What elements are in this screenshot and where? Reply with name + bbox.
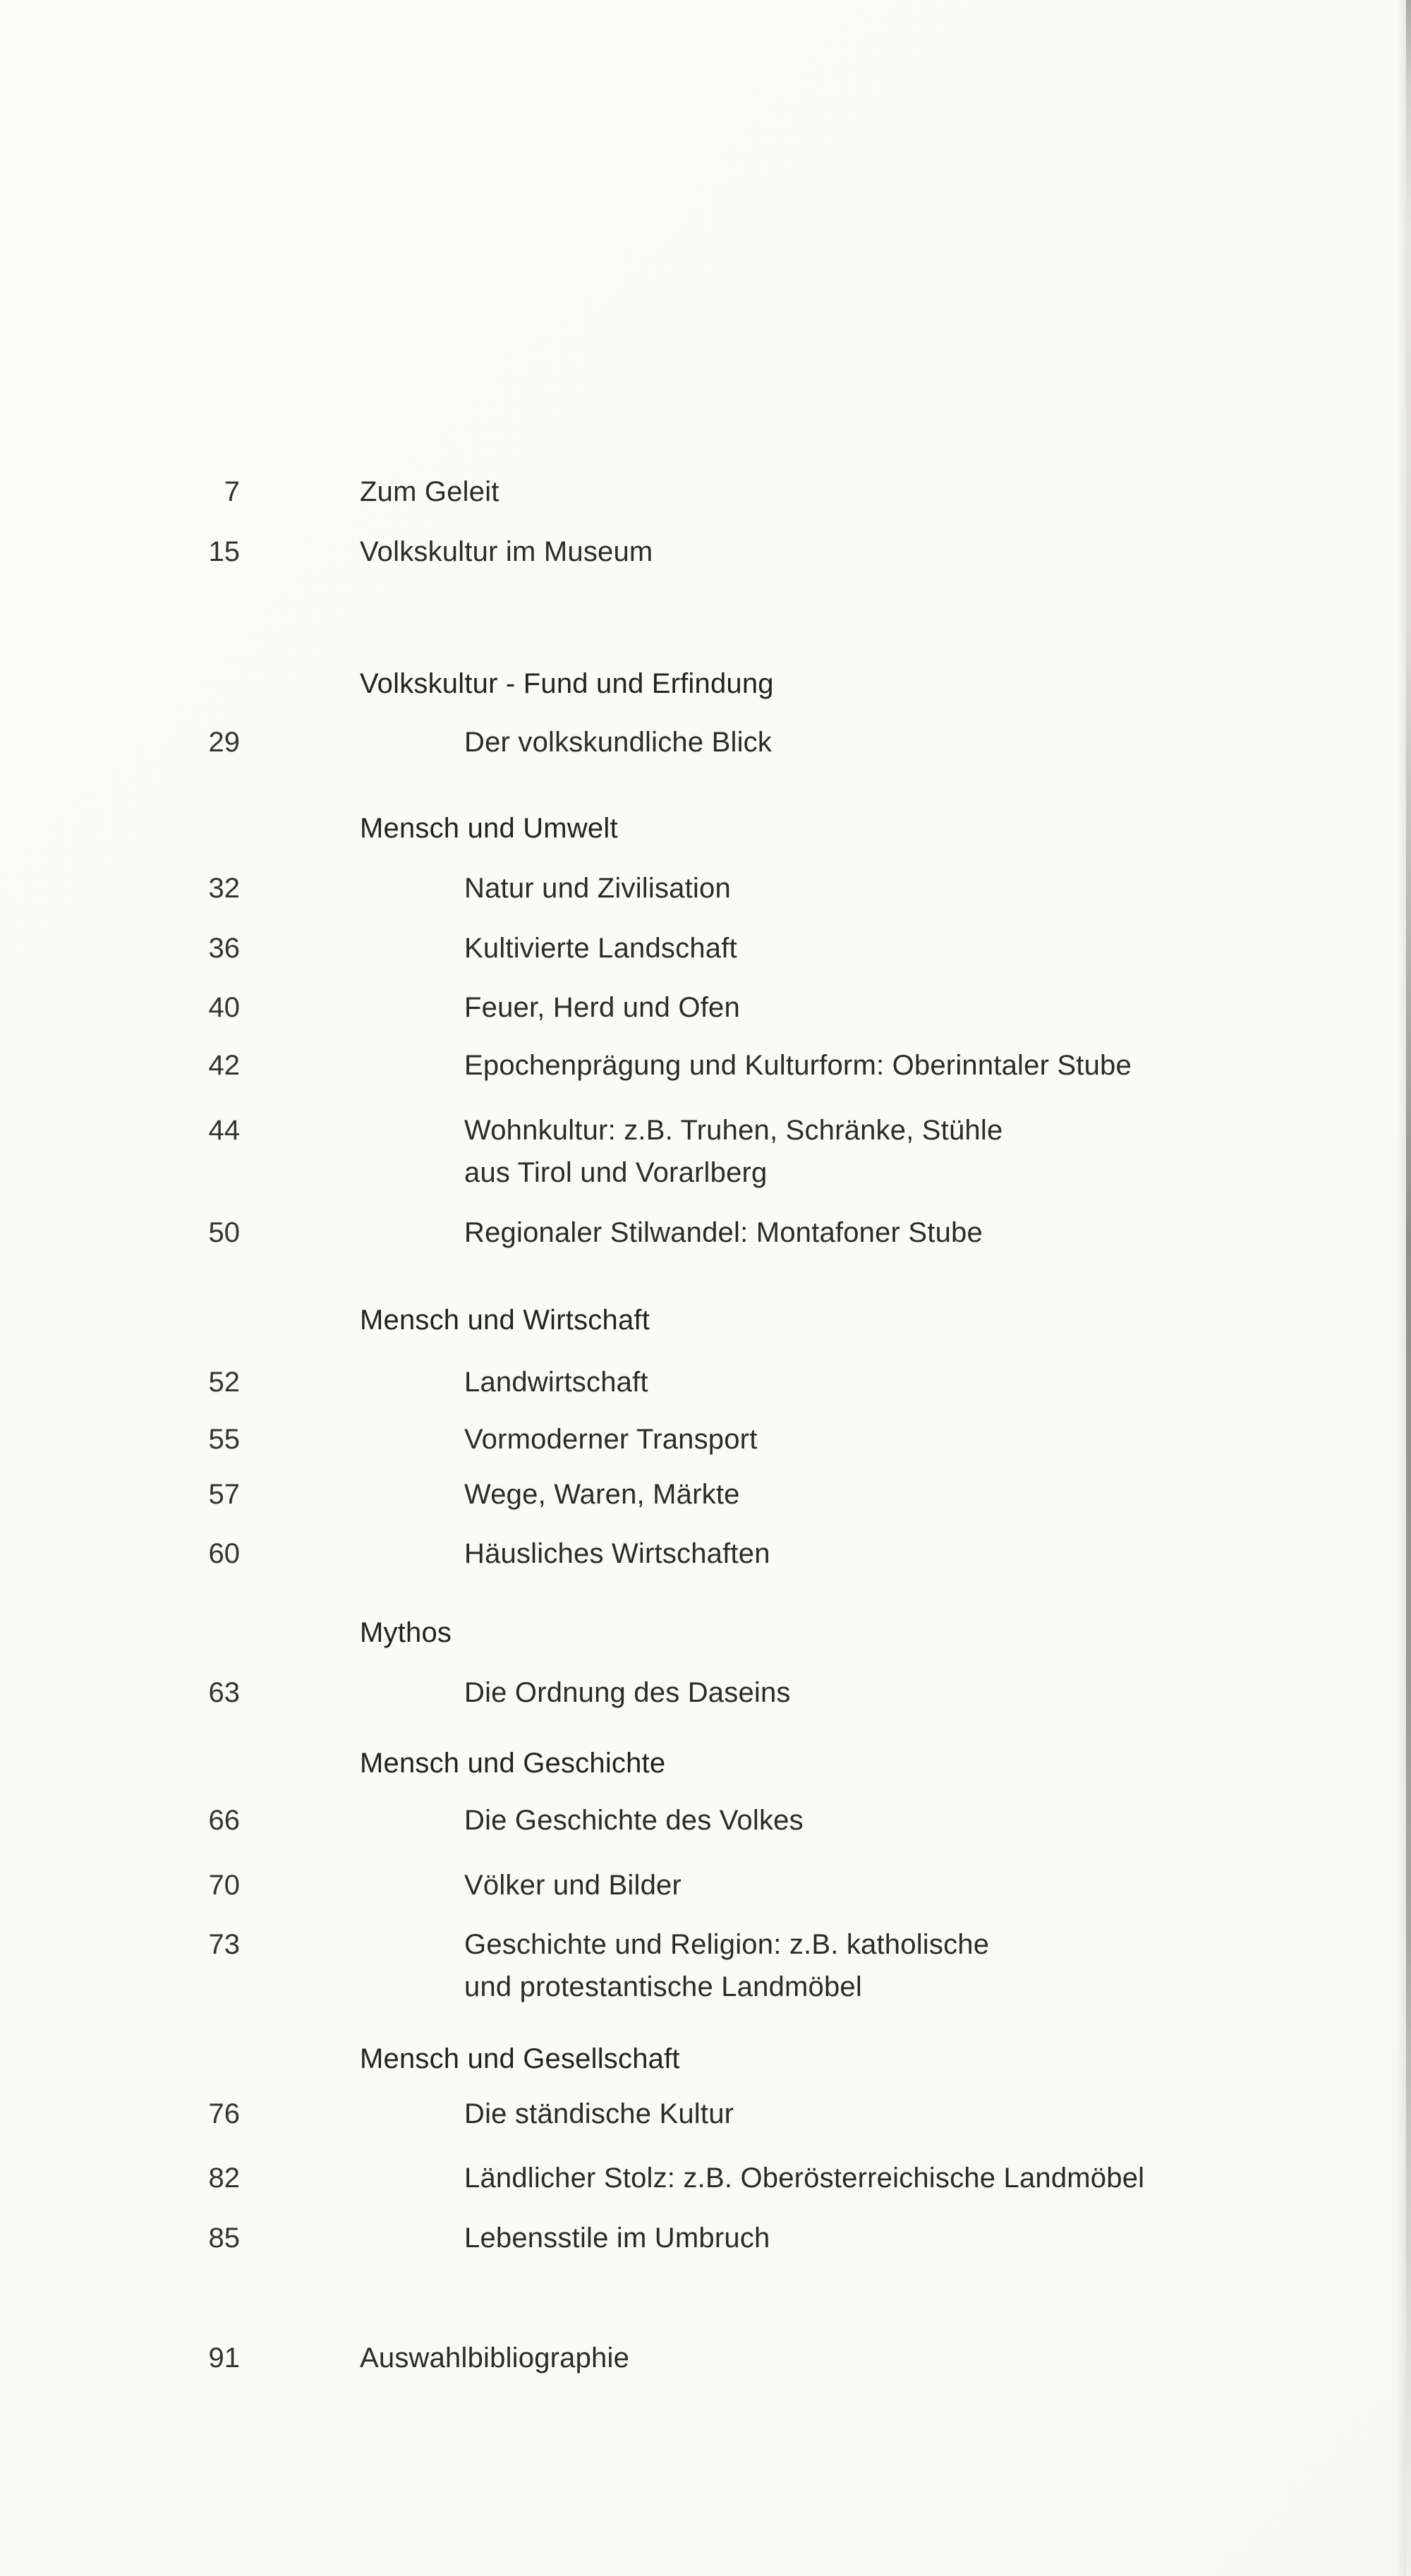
toc-page-number: 76 xyxy=(208,2098,240,2129)
toc-entry xyxy=(0,933,1411,982)
toc-entry-title: Die ständische Kultur xyxy=(464,2098,734,2129)
toc-section-heading xyxy=(0,1305,1411,1354)
toc-page-number: 55 xyxy=(208,1424,240,1455)
toc-page-number: 44 xyxy=(208,1115,240,1146)
toc-page-number: 36 xyxy=(208,933,240,964)
toc-entry xyxy=(0,873,1411,922)
toc-page-number: 42 xyxy=(208,1050,240,1081)
toc-page-number: 40 xyxy=(208,992,240,1023)
toc-entry-title: Lebensstile im Umbruch xyxy=(464,2223,770,2254)
toc-entry-title: Häusliches Wirtschaften xyxy=(464,1538,770,1569)
toc-entry-title: Volkskultur im Museum xyxy=(360,536,653,567)
toc-page-number: 66 xyxy=(208,1805,240,1836)
toc-entry xyxy=(0,536,1411,586)
toc-entry xyxy=(0,2342,1411,2392)
toc-entry xyxy=(0,1367,1411,1416)
toc-page-number: 91 xyxy=(208,2342,240,2374)
toc-page-number: 57 xyxy=(208,1479,240,1510)
toc-page-number: 70 xyxy=(208,1870,240,1901)
toc-page-number: 50 xyxy=(208,1217,240,1248)
toc-section-heading xyxy=(0,813,1411,862)
toc-entry-title: Feuer, Herd und Ofen xyxy=(464,992,740,1023)
toc-entry xyxy=(0,727,1411,776)
toc-entry xyxy=(0,1805,1411,1854)
toc-entry xyxy=(0,2163,1411,2212)
toc-entry-title-line2: und protestantische Landmöbel xyxy=(464,1971,862,2002)
toc-heading-title: Mythos xyxy=(360,1617,452,1648)
toc-page-number: 63 xyxy=(208,1677,240,1708)
toc-entry xyxy=(0,1929,1411,2021)
toc-entry xyxy=(0,2098,1411,2148)
toc-section-heading xyxy=(0,1748,1411,1797)
toc-entry-title: Auswahlbibliographie xyxy=(360,2342,630,2374)
toc-entry-title: Regionaler Stilwandel: Montafoner Stube xyxy=(464,1217,983,1248)
toc-page-number: 85 xyxy=(208,2223,240,2254)
toc-heading-title: Mensch und Gesellschaft xyxy=(360,2043,680,2074)
toc-entry xyxy=(0,1479,1411,1528)
toc-entry-title: Die Ordnung des Daseins xyxy=(464,1677,791,1708)
toc-heading-title: Mensch und Umwelt xyxy=(360,813,618,844)
toc-page-number: 32 xyxy=(208,873,240,904)
toc-page-number: 73 xyxy=(208,1929,240,1960)
toc-section-heading xyxy=(0,668,1411,718)
toc-heading-title: Mensch und Wirtschaft xyxy=(360,1305,650,1336)
toc-entry-title: Vormoderner Transport xyxy=(464,1424,758,1455)
toc-heading-title: Mensch und Geschichte xyxy=(360,1748,666,1779)
toc-page-number: 29 xyxy=(208,727,240,758)
toc-page-number: 52 xyxy=(208,1367,240,1398)
toc-entry xyxy=(0,1217,1411,1266)
toc-page-number: 82 xyxy=(208,2163,240,2194)
toc-entry-title: Epochenprägung und Kulturform: Oberinntaler Stube xyxy=(464,1050,1132,1081)
toc-entry xyxy=(0,1870,1411,1919)
toc-section-heading xyxy=(0,1617,1411,1667)
toc-entry-title-line2: aus Tirol und Vorarlberg xyxy=(464,1157,768,1188)
toc-entry-title: Geschichte und Religion: z.B. katholische xyxy=(464,1929,990,1960)
toc-entry-title: Ländlicher Stolz: z.B. Oberösterreichische Landmöbel xyxy=(464,2163,1145,2194)
toc-entry-title: Völker und Bilder xyxy=(464,1870,682,1901)
toc-entry-title: Natur und Zivilisation xyxy=(464,873,731,904)
toc-entry xyxy=(0,1050,1411,1099)
toc-entry-title: Wohnkultur: z.B. Truhen, Schränke, Stühle xyxy=(464,1115,1003,1146)
toc-entry xyxy=(0,1424,1411,1473)
toc-entry-title: Die Geschichte des Volkes xyxy=(464,1805,804,1836)
toc-page-number: 60 xyxy=(208,1538,240,1569)
toc-page-number: 15 xyxy=(208,536,240,567)
toc-entry-title: Landwirtschaft xyxy=(464,1367,648,1398)
toc-entry xyxy=(0,1538,1411,1588)
toc-entry xyxy=(0,992,1411,1041)
toc-section-heading xyxy=(0,2043,1411,2093)
toc-entry-title: Wege, Waren, Märkte xyxy=(464,1479,740,1510)
toc-entry xyxy=(0,476,1411,526)
toc-heading-title: Volkskultur - Fund und Erfindung xyxy=(360,668,774,699)
toc-page-number: 7 xyxy=(224,476,240,507)
toc-entry xyxy=(0,2223,1411,2272)
toc-entry-title: Zum Geleit xyxy=(360,476,499,507)
toc-entry-title: Der volkskundliche Blick xyxy=(464,727,773,758)
toc-entry xyxy=(0,1677,1411,1727)
toc-entry-title: Kultivierte Landschaft xyxy=(464,933,737,964)
toc-entry xyxy=(0,1115,1411,1207)
